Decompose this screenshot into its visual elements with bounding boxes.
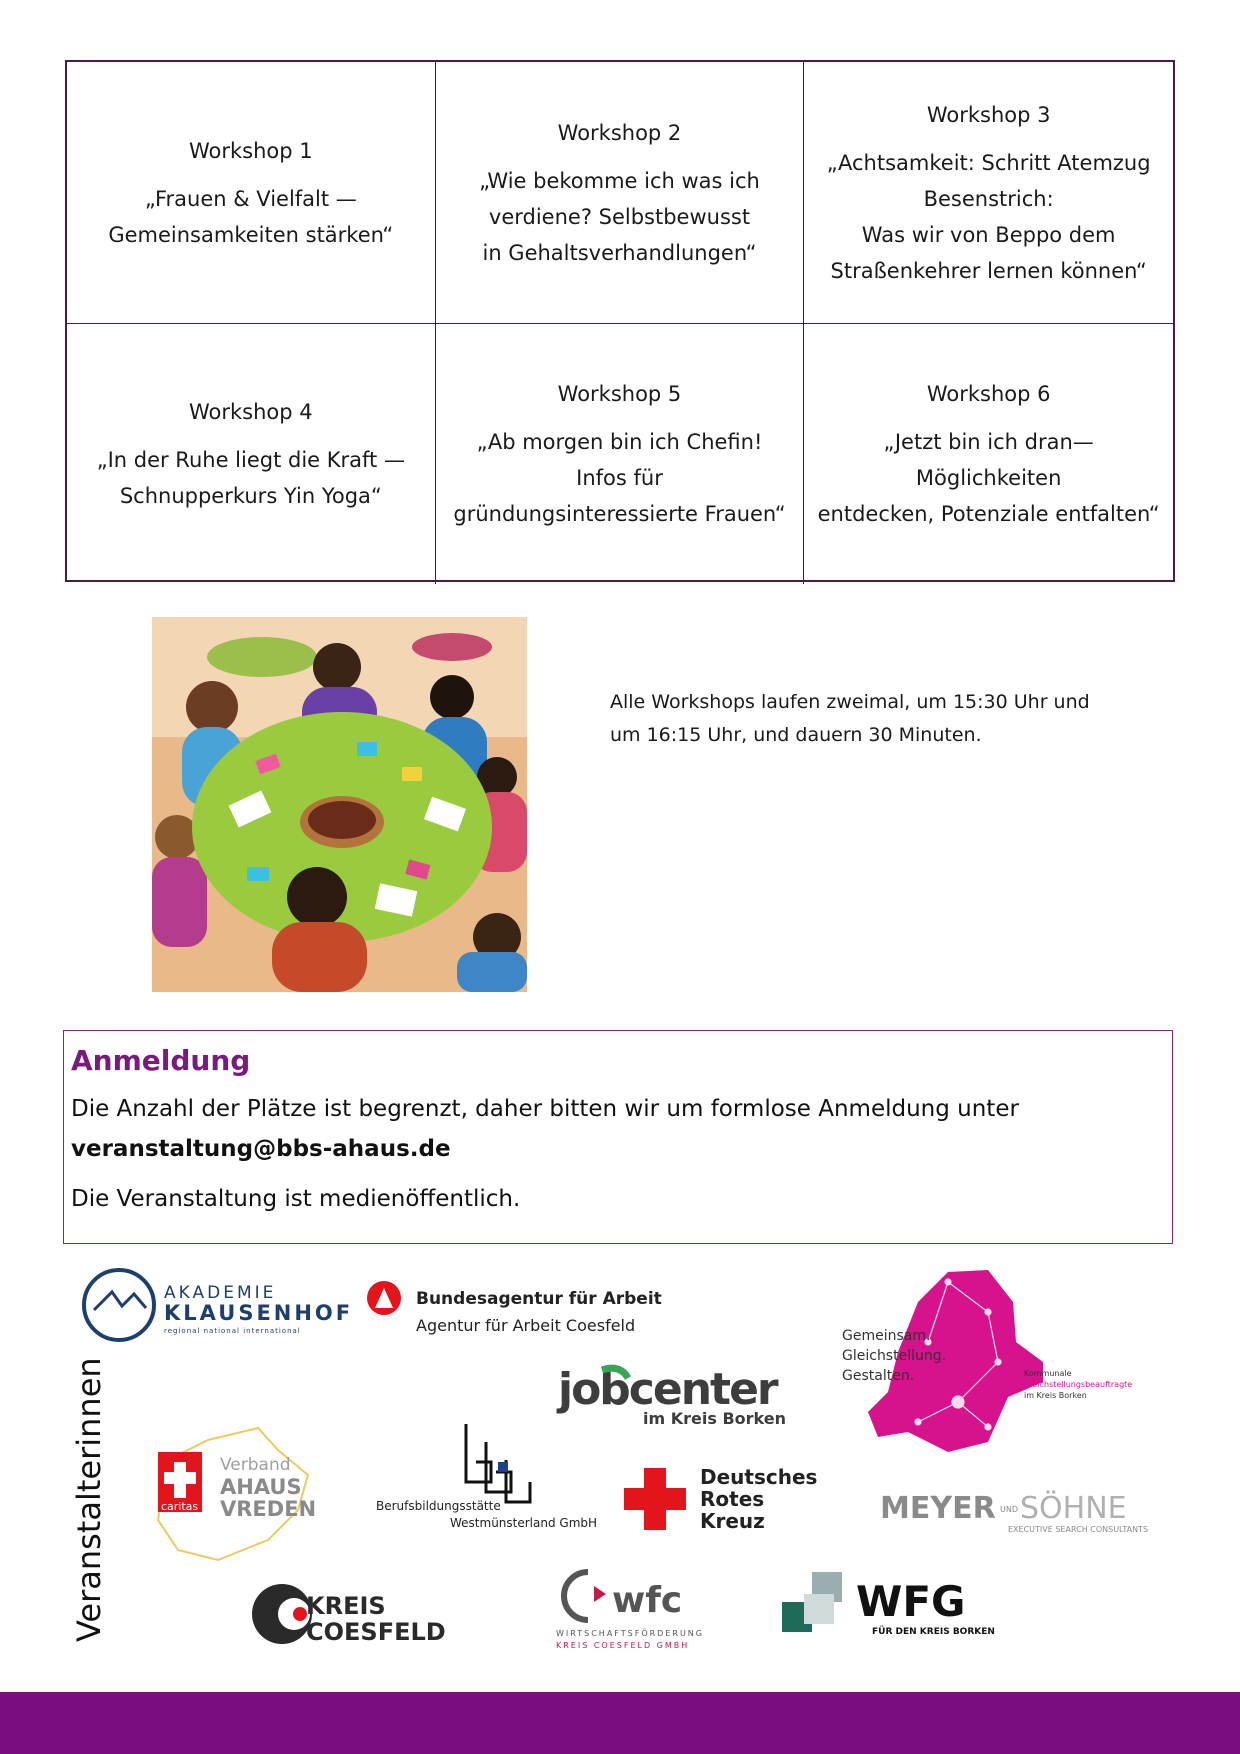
akademie-line1: AKADEMIE — [164, 1283, 277, 1303]
wfc-logo — [556, 1566, 721, 1652]
workshop-cell-5 — [436, 324, 805, 584]
meyer-soehne-logo — [880, 1486, 1150, 1536]
jobcenter-logo — [558, 1360, 808, 1428]
registration-public-note: Die Veranstaltung ist medienöffentlich. — [71, 1186, 521, 1212]
workshop-description: „In der Ruhe liegt die Kraft — Schnupperkurs Yin Yoga“ — [96, 448, 405, 508]
meyer-left: MEYER — [880, 1491, 996, 1526]
kreis-line2: COESFELD — [306, 1618, 446, 1646]
caritas-line3: VREDEN — [220, 1497, 317, 1521]
caritas-line2: AHAUS — [220, 1475, 302, 1499]
workshop-description: „Jetzt bin ich dran— Möglichkeiten entdecken, Potenziale entfalten“ — [817, 430, 1160, 526]
workshop-description: „Wie bekomme ich was ich verdiene? Selbstbewusst in Gehaltsverhandlungen“ — [479, 168, 760, 265]
workshop-cell-1 — [67, 62, 436, 324]
registration-email[interactable]: veranstaltung@bbs-ahaus.de — [71, 1136, 451, 1162]
meyer-sub: EXECUTIVE SEARCH CONSULTANTS — [1008, 1525, 1149, 1534]
wfg-logo — [782, 1572, 1002, 1642]
organizers-label: Veranstalterinnen — [70, 1357, 108, 1642]
workshop-title: Workshop 3 — [926, 102, 1051, 127]
gg-line3: Gestalten. — [842, 1368, 915, 1384]
workshop-title: Workshop 6 — [926, 382, 1051, 406]
meyer-right: SÖHNE — [1020, 1491, 1127, 1526]
workshop-description: „Achtsamkeit: Schritt Atemzug Besenstrich: Was wir von Beppo dem Straßenkehrer lernen können“ — [826, 150, 1151, 283]
workshop-title: Workshop 4 — [189, 400, 313, 424]
bundesagentur-logo — [364, 1280, 664, 1340]
registration-box — [63, 1030, 1173, 1244]
ba-line1: Bundesagentur für Arbeit — [416, 1289, 662, 1309]
workshop-title: Workshop 1 — [189, 138, 313, 163]
workshop-cell-4 — [67, 324, 436, 584]
gg-side1: Kommunale — [1024, 1369, 1072, 1378]
caritas-line1: Verband — [220, 1455, 291, 1475]
drk-line1: Deutsches — [700, 1465, 818, 1489]
bbs-line1: Berufsbildungsstätte — [376, 1499, 501, 1513]
gg-side3: im Kreis Borken — [1024, 1391, 1087, 1400]
wfc-name: wfc — [612, 1580, 683, 1621]
drk-line2: Rotes — [700, 1487, 765, 1511]
gg-line2: Gleichstellung. — [842, 1348, 947, 1364]
akademie-line2: KLAUSENHOF — [164, 1301, 354, 1325]
workshop-description: „Ab morgen bin ich Chefin! Infos für gründungsinteressierte Frauen“ — [453, 430, 786, 526]
workshop-cell-6 — [804, 324, 1173, 584]
akademie-klausenhof-logo — [82, 1266, 354, 1344]
kreis-coesfeld-logo — [248, 1580, 458, 1650]
workshop-cell-3 — [804, 62, 1173, 324]
meyer-mid: UND — [1000, 1505, 1018, 1514]
gg-side2: Gleichstellungsbeauftragte — [1024, 1380, 1133, 1389]
footer-bar — [0, 1692, 1240, 1754]
workshop-cell-2 — [436, 62, 805, 324]
workshop-title: Workshop 2 — [557, 120, 682, 145]
registration-text: Die Anzahl der Plätze ist begrenzt, daher bitten wir um formlose Anmeldung unter — [71, 1096, 1019, 1122]
registration-title: Anmeldung — [71, 1044, 251, 1077]
bbs-logo — [376, 1422, 596, 1532]
bbs-line2: Westmünsterland GmbH — [450, 1516, 598, 1530]
wfg-name: WFG — [856, 1577, 966, 1626]
caritas-logo — [148, 1420, 328, 1565]
wfc-line1: WIRTSCHAFTSFÖRDERUNG — [556, 1629, 704, 1638]
drk-line3: Kreuz — [700, 1509, 765, 1533]
workshop-title: Workshop 5 — [557, 382, 682, 406]
kreis-line1: KREIS — [306, 1592, 386, 1620]
ba-line2: Agentur für Arbeit Coesfeld — [416, 1316, 636, 1335]
jobcenter-sub: im Kreis Borken — [643, 1409, 786, 1428]
jobcenter-name: jobcenter — [558, 1364, 777, 1415]
wfg-sub: FÜR DEN KREIS BORKEN — [872, 1627, 995, 1637]
akademie-line3: regional national international — [164, 1327, 301, 1335]
gleichstellung-logo — [838, 1262, 1138, 1462]
workshop-description: „Frauen & Vielfalt — Gemeinsamkeiten stärken“ — [108, 186, 394, 247]
drk-logo — [624, 1462, 824, 1532]
schedule-info: Alle Workshops laufen zweimal, um 15:30 Uhr und um 16:15 Uhr, und dauern 30 Minuten. — [610, 691, 1090, 746]
gg-line1: Gemeinsam. — [842, 1328, 931, 1344]
wfc-line2: KREIS COESFELD GMBH — [556, 1641, 690, 1650]
workshop-illustration — [152, 617, 527, 992]
workshop-table — [65, 60, 1175, 582]
caritas-label: caritas — [161, 1500, 199, 1513]
